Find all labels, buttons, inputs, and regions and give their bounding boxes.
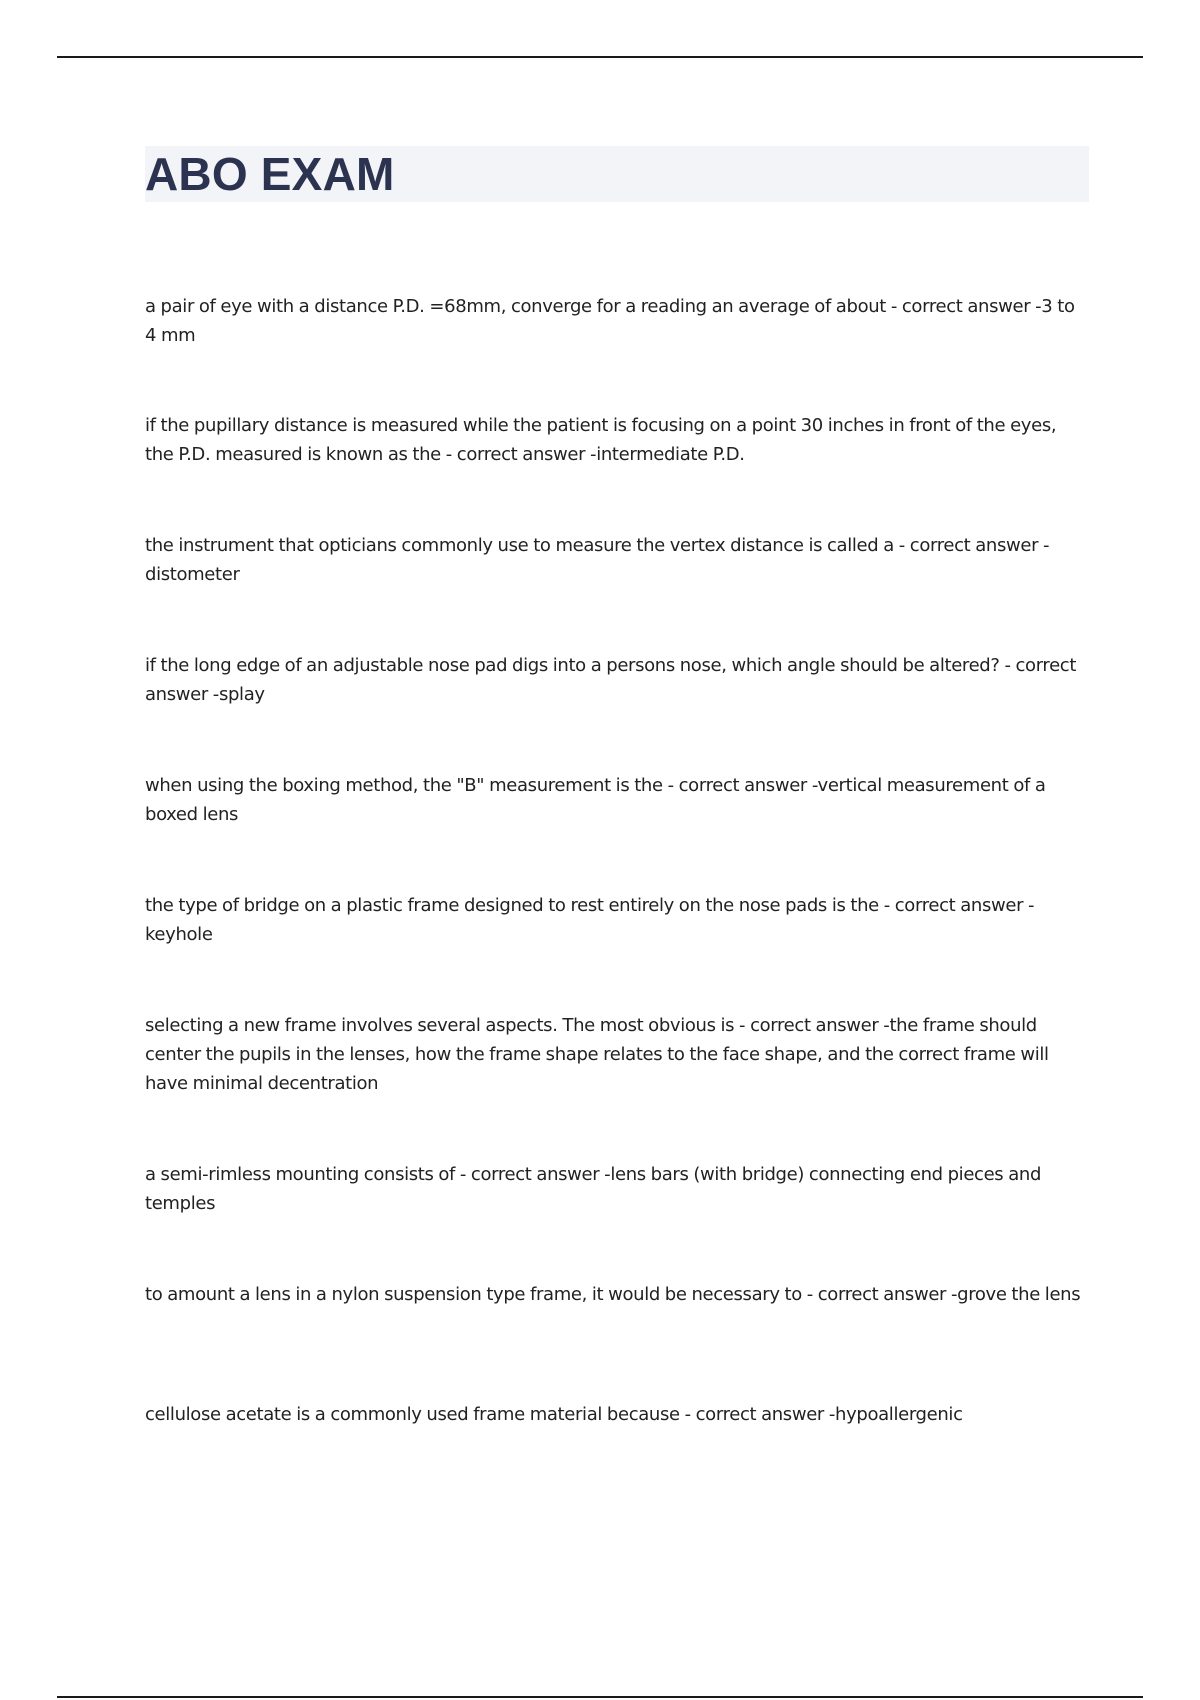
answer-text: grove the lens <box>957 1284 1081 1305</box>
qa-item <box>145 771 1089 829</box>
qa-item <box>145 1400 1089 1429</box>
answer-separator: - correct answer - <box>679 1404 836 1425</box>
qa-item <box>145 1160 1089 1218</box>
header-rule <box>57 56 1143 58</box>
answer-text: the frame should center the pupils in the lenses, how the frame shape relates to the face shape, and the correct frame will have minimal decentration <box>145 1015 1049 1094</box>
answer-text: intermediate P.D. <box>596 444 745 465</box>
answer-separator: - correct answer - <box>893 535 1050 556</box>
question-text: selecting a new frame involves several aspects. The most obvious is <box>145 1015 735 1036</box>
answer-separator: - correct answer - <box>455 1164 611 1185</box>
answer-text: splay <box>218 684 265 705</box>
title-banner <box>145 146 1089 202</box>
qa-item <box>145 292 1089 350</box>
question-text: when using the boxing method, the "B" measurement is the <box>145 775 663 796</box>
answer-separator: - correct answer - <box>886 296 1042 317</box>
answer-separator: - correct answer - <box>145 655 1077 705</box>
qa-item <box>145 891 1089 949</box>
qa-item <box>145 531 1089 589</box>
question-text: cellulose acetate is a commonly used frame material because <box>145 1404 680 1425</box>
footer-rule <box>57 1696 1143 1698</box>
question-text: if the long edge of an adjustable nose pad digs into a persons nose, which angle should be altered? <box>145 655 1000 676</box>
answer-text: 3 to 4 mm <box>145 296 1075 346</box>
question-text: the type of bridge on a plastic frame designed to rest entirely on the nose pads is the <box>145 895 879 916</box>
answer-text: vertical measurement of a boxed lens <box>145 775 1046 825</box>
answer-separator: - correct answer - <box>734 1015 890 1036</box>
answer-text: keyhole <box>145 924 213 945</box>
answer-separator: - correct answer - <box>878 895 1035 916</box>
answer-separator: - correct answer - <box>662 775 818 796</box>
answer-separator: - correct answer - <box>801 1284 958 1305</box>
answer-text: hypoallergenic <box>835 1404 963 1425</box>
qa-item <box>145 1280 1089 1309</box>
document-title: ABO EXAM <box>145 148 395 200</box>
question-text: a semi-rimless mounting consists of <box>145 1164 456 1185</box>
answer-text: lens bars (with bridge) connecting end pieces and temples <box>145 1164 1042 1214</box>
qa-item <box>145 1011 1089 1098</box>
question-text: if the pupillary distance is measured while the patient is focusing on a point 30 inches in front of the eyes, the P.D. measured is known as the <box>145 415 1057 465</box>
qa-item <box>145 651 1089 709</box>
qa-item <box>145 411 1089 469</box>
answer-separator: - correct answer - <box>440 444 597 465</box>
question-text: a pair of eye with a distance P.D. =68mm, converge for a reading an average of about <box>145 296 886 317</box>
question-text: to amount a lens in a nylon suspension type frame, it would be necessary to <box>145 1284 802 1305</box>
question-text: the instrument that opticians commonly use to measure the vertex distance is called a <box>145 535 894 556</box>
answer-text: distometer <box>145 564 240 585</box>
